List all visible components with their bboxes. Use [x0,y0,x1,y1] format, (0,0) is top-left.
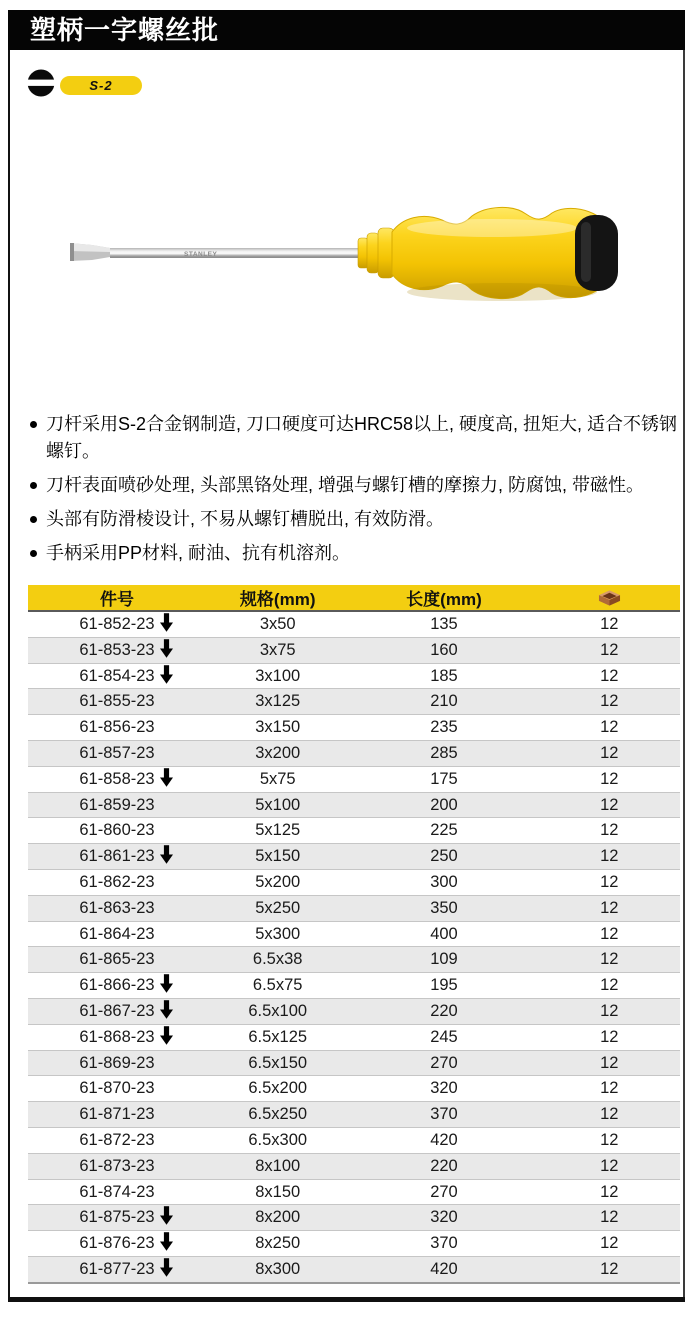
part-number: 61-870-23 [79,1079,155,1098]
length-cell: 420 [349,1127,538,1153]
qty-cell: 12 [539,637,681,663]
part-cell [28,1205,206,1231]
part-number: 61-873-23 [79,1156,155,1175]
part-cell [28,611,206,637]
part-cell [28,844,206,870]
spec-cell: 3x125 [206,689,349,715]
qty-cell: 12 [539,792,681,818]
table-row [28,1050,680,1076]
part-number: 61-860-23 [79,821,155,840]
table-row [28,637,680,663]
new-arrow-icon [160,1258,173,1277]
part-cell [28,715,206,741]
qty-cell: 12 [539,1256,681,1282]
parts-table-container [28,585,680,1284]
length-cell: 245 [349,1024,538,1050]
part-cell [28,895,206,921]
table-row [28,869,680,895]
table-row [28,792,680,818]
part-cell [28,869,206,895]
feature-text: 头部有防滑棱设计, 不易从螺钉槽脱出, 有效防滑。 [46,509,445,529]
spec-cell: 8x300 [206,1256,349,1282]
part-number: 61-875-23 [79,1208,155,1227]
table-row [28,998,680,1024]
spec-cell: 5x100 [206,792,349,818]
product-image [62,192,620,318]
part-number: 61-864-23 [79,924,155,943]
spec-cell: 6.5x200 [206,1076,349,1102]
page-left-border [8,10,10,1302]
new-arrow-icon [160,1232,173,1251]
length-cell: 185 [349,663,538,689]
table-row [28,611,680,637]
spec-cell: 3x75 [206,637,349,663]
spec-cell: 6.5x300 [206,1127,349,1153]
part-cell [28,1102,206,1128]
length-cell: 350 [349,895,538,921]
length-cell: 300 [349,869,538,895]
feature-item [28,411,680,465]
new-arrow-icon [160,639,173,658]
spec-cell: 8x150 [206,1179,349,1205]
feature-text: 手柄采用PP材料, 耐油、抗有机溶剂。 [46,543,351,563]
table-row [28,1179,680,1205]
table-row [28,818,680,844]
qty-cell: 12 [539,1127,681,1153]
new-arrow-icon [160,845,173,864]
spec-cell: 3x150 [206,715,349,741]
part-number: 61-871-23 [79,1105,155,1124]
part-number: 61-858-23 [79,769,155,788]
col-header-qty [539,585,681,611]
spec-cell: 6.5x150 [206,1050,349,1076]
table-row [28,715,680,741]
table-row [28,689,680,715]
part-number: 61-862-23 [79,872,155,891]
page-right-border [683,10,685,1302]
title-bar [8,10,685,50]
length-cell: 109 [349,947,538,973]
feature-text: 刀杆表面喷砂处理, 头部黑铬处理, 增强与螺钉槽的摩擦力, 防腐蚀, 带磁性。 [46,475,645,495]
part-number: 61-856-23 [79,718,155,737]
part-number: 61-859-23 [79,795,155,814]
table-row [28,740,680,766]
length-cell: 220 [349,1153,538,1179]
length-cell: 270 [349,1179,538,1205]
qty-cell: 12 [539,1102,681,1128]
qty-cell: 12 [539,689,681,715]
spec-cell: 5x300 [206,921,349,947]
qty-cell: 12 [539,1050,681,1076]
box-icon [598,589,621,607]
part-number: 61-866-23 [79,976,155,995]
table-row [28,1102,680,1128]
part-number: 61-872-23 [79,1130,155,1149]
part-cell [28,998,206,1024]
qty-cell: 12 [539,766,681,792]
qty-cell: 12 [539,818,681,844]
length-cell: 225 [349,818,538,844]
qty-cell: 12 [539,1153,681,1179]
feature-text: 刀杆采用S-2合金钢制造, 刀口硬度可达HRC58以上, 硬度高, 扭矩大, 适合不锈钢螺钉。 [46,414,678,461]
spec-cell: 6.5x38 [206,947,349,973]
features-list [28,411,680,574]
part-cell [28,1179,206,1205]
part-cell [28,740,206,766]
parts-table [28,585,680,1284]
part-number: 61-853-23 [79,640,155,659]
table-row [28,1076,680,1102]
part-cell [28,1256,206,1282]
spec-cell: 3x100 [206,663,349,689]
col-header-length: 长度(mm) [349,585,538,611]
spec-cell: 5x250 [206,895,349,921]
qty-cell: 12 [539,740,681,766]
spec-cell: 5x200 [206,869,349,895]
spec-cell: 5x125 [206,818,349,844]
length-cell: 235 [349,715,538,741]
table-row [28,1153,680,1179]
new-arrow-icon [160,1026,173,1045]
length-cell: 370 [349,1102,538,1128]
spec-cell: 8x200 [206,1205,349,1231]
qty-cell: 12 [539,1179,681,1205]
part-cell [28,1050,206,1076]
qty-cell: 12 [539,973,681,999]
col-header-part: 件号 [28,585,206,611]
feature-item [28,540,680,567]
part-number: 61-854-23 [79,666,155,685]
spec-cell: 8x250 [206,1231,349,1257]
part-cell [28,1127,206,1153]
table-body [28,611,680,1283]
feature-item [28,506,680,533]
new-arrow-icon [160,768,173,787]
spec-cell: 6.5x75 [206,973,349,999]
part-cell [28,818,206,844]
part-cell [28,766,206,792]
part-number: 61-868-23 [79,1027,155,1046]
part-number: 61-865-23 [79,950,155,969]
slotted-head-icon [27,69,55,97]
part-cell [28,1231,206,1257]
spec-cell: 6.5x250 [206,1102,349,1128]
new-arrow-icon [160,1206,173,1225]
spec-cell: 8x100 [206,1153,349,1179]
spec-cell: 6.5x125 [206,1024,349,1050]
part-cell [28,1076,206,1102]
qty-cell: 12 [539,663,681,689]
page-title: 塑柄一字螺丝批 [30,15,220,45]
length-cell: 270 [349,1050,538,1076]
spec-cell: 6.5x100 [206,998,349,1024]
length-cell: 175 [349,766,538,792]
length-cell: 250 [349,844,538,870]
col-header-spec: 规格(mm) [206,585,349,611]
spec-cell: 5x150 [206,844,349,870]
shaft-brand-text: STANLEY [184,251,218,258]
length-cell: 135 [349,611,538,637]
qty-cell: 12 [539,1231,681,1257]
qty-cell: 12 [539,1076,681,1102]
table-row [28,1024,680,1050]
part-number: 61-877-23 [79,1259,155,1278]
length-cell: 195 [349,973,538,999]
spec-cell: 3x50 [206,611,349,637]
length-cell: 400 [349,921,538,947]
qty-cell: 12 [539,1205,681,1231]
part-number: 61-857-23 [79,743,155,762]
length-cell: 420 [349,1256,538,1282]
table-row [28,663,680,689]
part-cell [28,663,206,689]
part-number: 61-876-23 [79,1234,155,1253]
length-cell: 370 [349,1231,538,1257]
table-row [28,947,680,973]
new-arrow-icon [160,1000,173,1019]
part-cell [28,973,206,999]
qty-cell: 12 [539,895,681,921]
new-arrow-icon [160,665,173,684]
part-number: 61-874-23 [79,1182,155,1201]
new-arrow-icon [160,613,173,632]
table-row [28,1127,680,1153]
part-cell [28,689,206,715]
part-number: 61-867-23 [79,1001,155,1020]
table-row [28,973,680,999]
part-number: 61-852-23 [79,615,155,633]
steel-grade-badge [60,76,142,95]
new-arrow-icon [160,974,173,993]
feature-item [28,472,680,499]
qty-cell: 12 [539,1024,681,1050]
steel-grade-label: S-2 [89,78,113,93]
part-cell [28,921,206,947]
part-number: 61-855-23 [79,692,155,711]
length-cell: 160 [349,637,538,663]
table-row [28,1256,680,1282]
table-row [28,1231,680,1257]
qty-cell: 12 [539,998,681,1024]
screwdriver-graphic [62,192,620,318]
length-cell: 320 [349,1205,538,1231]
qty-cell: 12 [539,844,681,870]
qty-cell: 12 [539,869,681,895]
table-row [28,844,680,870]
part-number: 61-861-23 [79,847,155,866]
length-cell: 220 [349,998,538,1024]
part-number: 61-869-23 [79,1053,155,1072]
qty-cell: 12 [539,921,681,947]
part-cell [28,637,206,663]
table-row [28,1205,680,1231]
qty-cell: 12 [539,611,681,637]
spec-cell: 5x75 [206,766,349,792]
spec-cell: 3x200 [206,740,349,766]
length-cell: 210 [349,689,538,715]
length-cell: 285 [349,740,538,766]
part-number: 61-863-23 [79,898,155,917]
part-cell [28,947,206,973]
qty-cell: 12 [539,715,681,741]
qty-cell: 12 [539,947,681,973]
part-cell [28,1024,206,1050]
length-cell: 320 [349,1076,538,1102]
length-cell: 200 [349,792,538,818]
page-bottom-bar [8,1297,685,1302]
table-header-row [28,585,680,611]
table-row [28,921,680,947]
part-cell [28,1153,206,1179]
table-row [28,766,680,792]
table-row [28,895,680,921]
part-cell [28,792,206,818]
